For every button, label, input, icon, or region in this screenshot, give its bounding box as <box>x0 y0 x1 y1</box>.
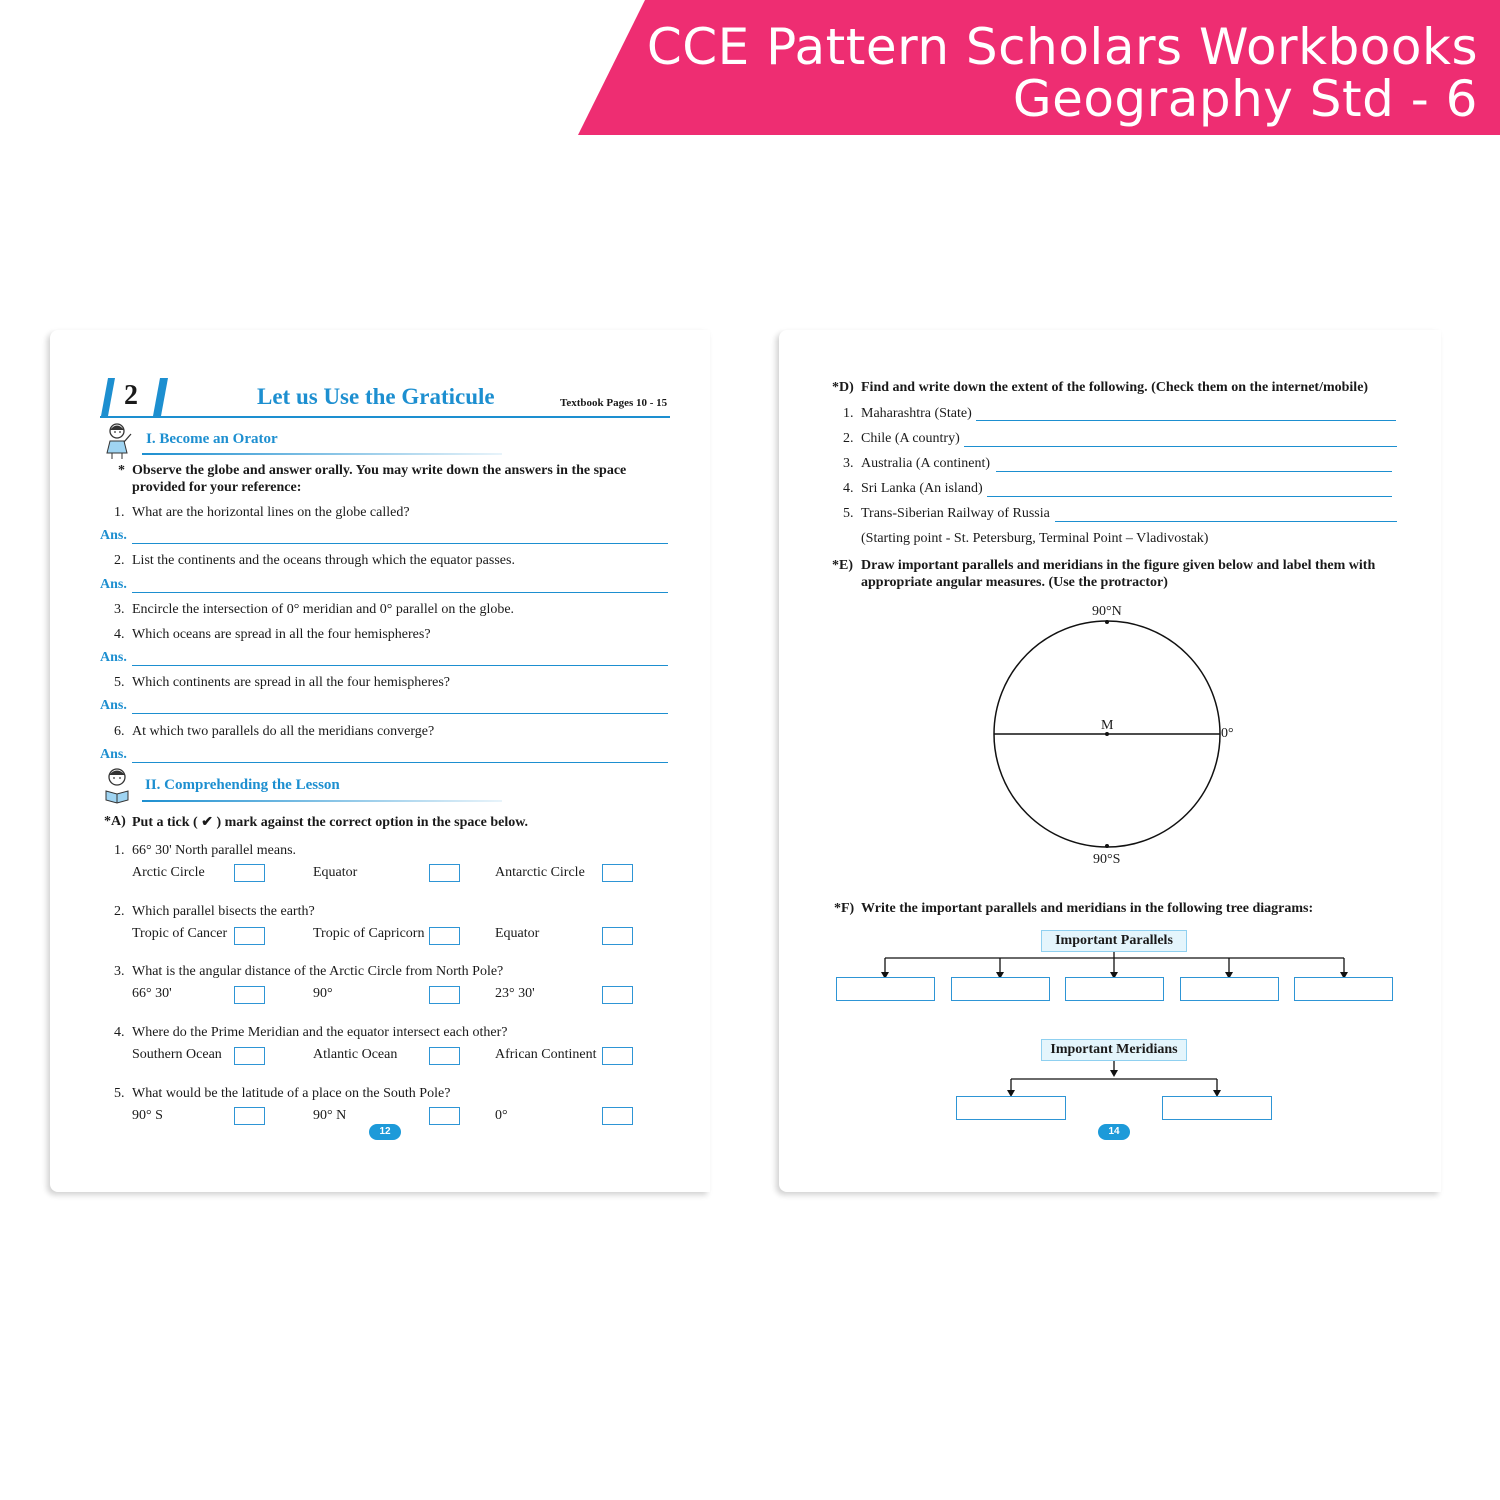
question-number: 4. <box>114 627 125 642</box>
part-d-label: *D) <box>832 380 854 395</box>
ans-label: Ans. <box>100 650 127 665</box>
tree-meridians-header: Important Meridians <box>1041 1039 1187 1061</box>
header-banner <box>0 0 1500 135</box>
mcq-option: Antarctic Circle <box>495 865 585 880</box>
workbook-page-14 <box>779 330 1441 1192</box>
mcq-option: Equator <box>313 865 358 880</box>
mcq-question: Where do the Prime Meridian and the equator intersect each other? <box>132 1025 508 1040</box>
ans-label: Ans. <box>100 747 127 762</box>
tick-box[interactable] <box>429 986 460 1004</box>
item-text: Maharashtra (State) <box>861 406 972 421</box>
parallel-answer-box[interactable] <box>1065 977 1164 1001</box>
page-number: 12 <box>369 1124 401 1140</box>
mcq-option: African Continent <box>495 1047 597 1062</box>
instruction-star: * <box>118 463 125 478</box>
tick-box[interactable] <box>429 927 460 945</box>
globe-figure[interactable] <box>989 620 1225 850</box>
tick-box[interactable] <box>429 864 460 882</box>
answer-line[interactable] <box>132 713 668 714</box>
mcq-question: 66° 30' North parallel means. <box>132 843 297 858</box>
parallel-answer-box[interactable] <box>836 977 935 1001</box>
answer-line[interactable] <box>132 543 668 544</box>
item-number: 3. <box>843 456 854 471</box>
tree-meridians-connectors <box>999 1061 1229 1099</box>
question-text: At which two parallels do all the meridians converge? <box>132 724 435 739</box>
tick-box[interactable] <box>234 1107 265 1125</box>
section-1-title: I. Become an Orator <box>146 431 278 447</box>
ans-label: Ans. <box>100 577 127 592</box>
part-a-instruction: Put a tick ( ✔ ) mark against the correct option in the space below. <box>132 815 529 830</box>
parallel-answer-box[interactable] <box>1180 977 1279 1001</box>
part-f-label: *F) <box>834 901 855 916</box>
answer-line[interactable] <box>976 420 1396 421</box>
section-2-title: II. Comprehending the Lesson <box>145 777 340 793</box>
tick-box[interactable] <box>602 927 633 945</box>
section-1-instruction-cont: provided for your reference: <box>132 480 302 495</box>
mcq-option: Atlantic Ocean <box>313 1047 398 1062</box>
ans-label: Ans. <box>100 528 127 543</box>
question-number: 2. <box>114 553 125 568</box>
textbook-pages: Textbook Pages 10 - 15 <box>560 397 668 409</box>
parallel-answer-box[interactable] <box>951 977 1050 1001</box>
meridian-answer-box[interactable] <box>1162 1096 1272 1120</box>
part-f-instruction: Write the important parallels and meridians in the following tree diagrams: <box>861 901 1314 916</box>
mcq-question: Which parallel bisects the earth? <box>132 904 315 919</box>
item-number: 4. <box>843 481 854 496</box>
globe-center-label: M <box>1101 718 1114 733</box>
ans-label: Ans. <box>100 698 127 713</box>
tree-parallels-connectors <box>869 952 1359 980</box>
item-number: 5. <box>843 506 854 521</box>
parallel-answer-box[interactable] <box>1294 977 1393 1001</box>
mcq-option: 23° 30' <box>495 986 535 1001</box>
mcq-number: 1. <box>114 843 125 858</box>
banner-title-line2: Geography Std - 6 <box>1012 70 1478 128</box>
mcq-option: Tropic of Cancer <box>132 926 228 941</box>
section-2-underline <box>142 800 502 802</box>
tick-box[interactable] <box>234 927 265 945</box>
mcq-option: 0° <box>495 1108 508 1123</box>
chapter-title: Let us Use the Graticule <box>257 384 495 409</box>
answer-line[interactable] <box>1055 521 1397 522</box>
answer-line[interactable] <box>132 762 668 763</box>
tree-parallels-header: Important Parallels <box>1041 930 1187 952</box>
question-number: 3. <box>114 602 125 617</box>
mcq-option: 90° N <box>313 1108 347 1123</box>
mcq-number: 2. <box>114 904 125 919</box>
question-text: List the continents and the oceans through which the equator passes. <box>132 553 515 568</box>
question-text: Which continents are spread in all the four hemispheres? <box>132 675 450 690</box>
part-a-label: *A) <box>104 814 126 829</box>
mcq-number: 4. <box>114 1025 125 1040</box>
tick-box[interactable] <box>602 986 633 1004</box>
item-text: Australia (A continent) <box>861 456 991 471</box>
workbook-page-12 <box>50 330 710 1192</box>
section-1-underline <box>142 453 502 455</box>
question-text: What are the horizontal lines on the globe called? <box>132 505 410 520</box>
mcq-option: Tropic of Capricorn <box>313 926 425 941</box>
mcq-option: 90° S <box>132 1108 163 1123</box>
boy-reading-icon <box>100 766 134 804</box>
chapter-number: 2 <box>124 380 138 411</box>
globe-equator-label: 0° <box>1221 726 1234 741</box>
question-number: 6. <box>114 724 125 739</box>
girl-speaking-icon <box>100 420 136 460</box>
part-e-instruction-cont: appropriate angular measures. (Use the protractor) <box>861 575 1168 590</box>
meridian-answer-box[interactable] <box>956 1096 1066 1120</box>
globe-north-label: 90°N <box>1092 604 1122 619</box>
tick-box[interactable] <box>234 986 265 1004</box>
answer-line[interactable] <box>132 665 668 666</box>
question-text: Which oceans are spread in all the four hemispheres? <box>132 627 431 642</box>
item-number: 1. <box>843 406 854 421</box>
answer-line[interactable] <box>996 471 1392 472</box>
tick-box[interactable] <box>602 1107 633 1125</box>
chapter-underline <box>170 416 670 418</box>
mcq-option: Southern Ocean <box>132 1047 222 1062</box>
mcq-question: What is the angular distance of the Arctic Circle from North Pole? <box>132 964 504 979</box>
section-1-instruction: Observe the globe and answer orally. You may write down the answers in the space <box>132 463 627 478</box>
question-number: 1. <box>114 505 125 520</box>
answer-line[interactable] <box>964 446 1397 447</box>
mcq-option: Arctic Circle <box>132 865 205 880</box>
globe-south-label: 90°S <box>1093 852 1121 867</box>
mcq-option: Equator <box>495 926 540 941</box>
part-e-label: *E) <box>832 558 853 573</box>
tick-box[interactable] <box>429 1107 460 1125</box>
answer-line[interactable] <box>132 592 668 593</box>
item-text: Chile (A country) <box>861 431 960 446</box>
item-number: 2. <box>843 431 854 446</box>
page-number: 14 <box>1098 1124 1130 1140</box>
question-text: Encircle the intersection of 0° meridian and 0° parallel on the globe. <box>132 602 515 617</box>
question-number: 5. <box>114 675 125 690</box>
item-note: (Starting point - St. Petersburg, Terminal Point – Vladivostak) <box>861 531 1209 546</box>
tick-box[interactable] <box>602 864 633 882</box>
mcq-option: 66° 30' <box>132 986 172 1001</box>
item-text: Sri Lanka (An island) <box>861 481 983 496</box>
item-text: Trans-Siberian Railway of Russia <box>861 506 1050 521</box>
mcq-question: What would be the latitude of a place on the South Pole? <box>132 1086 451 1101</box>
tick-box[interactable] <box>234 864 265 882</box>
banner-title-line1: CCE Pattern Scholars Workbooks <box>646 18 1478 76</box>
answer-line[interactable] <box>987 496 1392 497</box>
part-d-instruction: Find and write down the extent of the following. (Check them on the internet/mobile) <box>861 380 1369 395</box>
mcq-number: 3. <box>114 964 125 979</box>
tick-box[interactable] <box>429 1047 460 1065</box>
part-e-instruction: Draw important parallels and meridians in the figure given below and label them with <box>861 558 1376 573</box>
mcq-number: 5. <box>114 1086 125 1101</box>
mcq-option: 90° <box>313 986 333 1001</box>
tick-box[interactable] <box>602 1047 633 1065</box>
tick-box[interactable] <box>234 1047 265 1065</box>
